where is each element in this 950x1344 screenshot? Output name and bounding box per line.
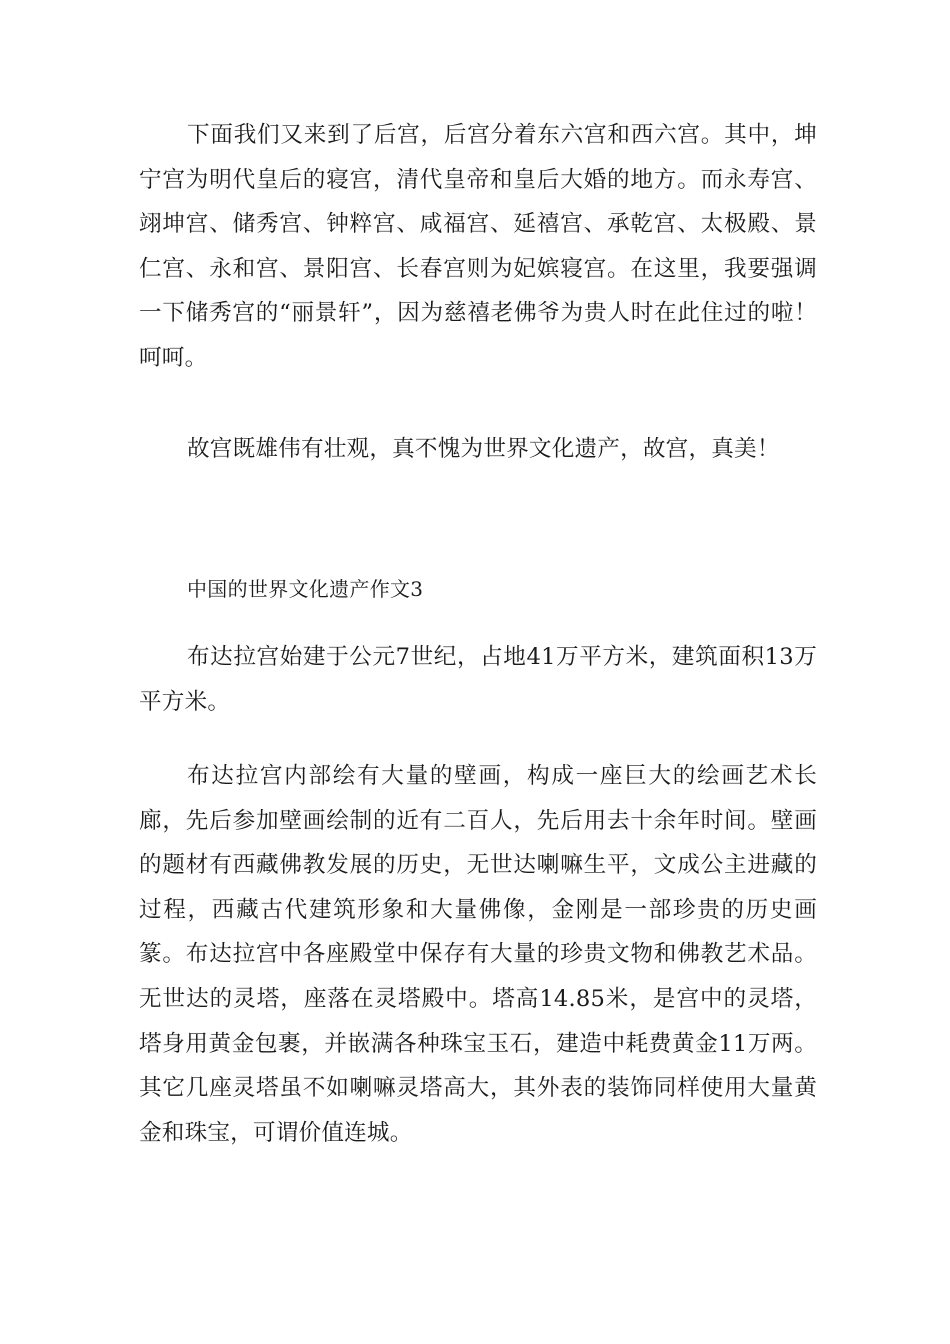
paragraph-potala-murals: 布达拉宫内部绘有大量的壁画，构成一座巨大的绘画艺术长廊，先后参加壁画绘制的近有二百人，先后用去十余年时间。壁画的题材有西藏佛教发展的历史，无世达喇嘛生平，文成公主进藏的过程，西藏古代建筑形象和大量佛像，金刚是一部珍贵的历史画篆。布达拉宫中各座殿堂中保存有大量的珍贵文物和佛教艺术品。无世达的灵塔，座落在灵塔殿中。塔高14.85米，是宫中的灵塔，塔身用黄金包裹，并嵌满各种珠宝玉石，建造中耗费黄金11万两。其它几座灵塔虽不如喇嘛灵塔高大，其外表的装饰同样使用大量黄金和珠宝，可谓价值连城。 (139, 763, 817, 1146)
paragraph-back-palace: 下面我们又来到了后宫，后宫分着东六宫和西六宫。其中，坤宁宫为明代皇后的寝宫，清代皇帝和皇后大婚的地方。而永寿宫、翊坤宫、储秀宫、钟粹宫、咸福宫、延禧宫、承乾宫、太极殿、景仁宫、永和宫、景阳宫、长春宫则为妃嫔寝宫。在这里，我要强调一下储秀宫的“丽景轩”，因为慈禧老佛爷为贵人时在此住过的啦！呵呵。 (139, 122, 817, 371)
paragraph-potala-intro: 布达拉宫始建于公元7世纪，占地41万平方米，建筑面积13万平方米。 (139, 644, 817, 715)
section-title: 中国的世界文化遗产作文3 (187, 577, 424, 601)
paragraph-palace-conclusion: 故宫既雄伟有壮观，真不愧为世界文化遗产，故宫，真美！ (187, 436, 780, 462)
